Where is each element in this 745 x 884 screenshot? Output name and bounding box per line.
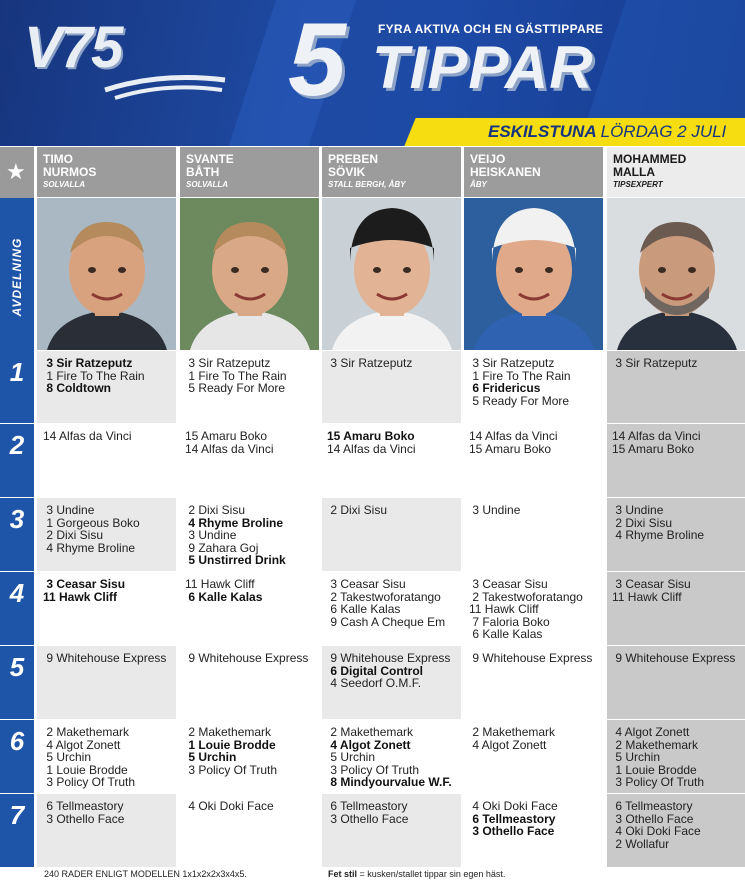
tipster-org: ÅBY <box>470 180 487 189</box>
horse-pick: 2 Makethemark <box>185 725 272 739</box>
horse-pick: 9 Whitehouse Express <box>327 651 451 665</box>
tipster-last-name: SÖVIK <box>328 165 366 179</box>
horse-pick: 3 Policy Of Truth <box>612 775 705 789</box>
race-number <box>0 720 34 793</box>
horse-pick: 2 Wollafur <box>612 836 670 851</box>
tipster-last-name: BÅTH <box>186 165 220 179</box>
tipster-photo <box>180 198 319 350</box>
horse-pick: 3 Sir Ratzeputz <box>185 356 271 370</box>
pick-cell <box>607 794 745 867</box>
horse-pick: 5 Urchin <box>327 750 376 764</box>
horse-pick: 6 Tellmeastory <box>327 799 408 813</box>
horse-pick: 9 Whitehouse Express <box>43 651 167 665</box>
horse-pick: 3 Ceasar Sisu <box>327 577 406 591</box>
tipster-first-name: VEIJO <box>470 152 506 166</box>
tipster-org: TIPSEXPERT <box>613 180 663 189</box>
horse-pick: 3 Policy Of Truth <box>185 762 278 777</box>
pick-cell <box>464 572 603 645</box>
pick-cell <box>322 572 461 645</box>
tipster-header <box>37 147 176 197</box>
pick-cell <box>180 351 319 423</box>
horse-pick: 14 Alfas da Vinci <box>612 429 701 443</box>
tipster-name <box>613 153 745 179</box>
horse-pick: 6 Tellmeastory <box>469 811 556 826</box>
horse-pick: 11 Hawk Cliff <box>612 589 682 604</box>
horse-pick: 14 Alfas da Vinci <box>469 429 558 443</box>
tipster-name <box>186 153 318 179</box>
horse-pick: 11 Hawk Cliff <box>469 602 539 616</box>
pick-cell <box>607 498 745 571</box>
pick-cell <box>607 646 745 719</box>
big-number: 5 <box>288 2 346 118</box>
horse-pick: 6 Kalle Kalas <box>185 589 263 604</box>
horse-pick: 3 Ceasar Sisu <box>612 577 691 591</box>
tipster-name <box>43 153 175 179</box>
avdelning-column <box>0 198 34 351</box>
horse-pick: 1 Louie Brodde <box>185 737 276 752</box>
horse-pick: 14 Alfas da Vinci <box>327 441 416 456</box>
pick-cell <box>322 424 461 497</box>
horse-pick: 2 Dixi Sisu <box>185 503 246 517</box>
horse-pick: 2 Takestwoforatango <box>327 589 441 604</box>
horse-pick: 1 Fire To The Rain <box>469 368 571 383</box>
subtitle: FYRA AKTIVA OCH EN GÄSTTIPPARE <box>378 22 604 36</box>
horse-pick: 2 Makethemark <box>43 725 130 739</box>
venue-date <box>488 122 726 142</box>
pick-cell <box>607 424 745 497</box>
title: TIPPAR <box>372 34 594 101</box>
pick-cell <box>464 498 603 571</box>
pick-cell <box>464 424 603 497</box>
tipster-org: STALL BERGH, ÅBY <box>328 180 406 189</box>
header-banner <box>0 0 745 146</box>
horse-pick: 4 Algot Zonett <box>43 737 121 752</box>
horse-pick: 1 Fire To The Rain <box>43 368 145 383</box>
pick-cell <box>464 646 603 719</box>
horse-pick: 14 Alfas da Vinci <box>43 429 132 443</box>
horse-pick: 6 Kalle Kalas <box>327 602 401 616</box>
horse-pick: 6 Kalle Kalas <box>469 627 543 641</box>
horse-pick: 5 Urchin <box>43 750 92 764</box>
horse-pick: 4 Algot Zonett <box>612 725 690 739</box>
avdelning-label: AVDELNING <box>10 237 24 317</box>
horse-pick: 5 Urchin <box>612 750 661 764</box>
race-number-label: 7 <box>9 800 25 830</box>
tipster-last-name: MALLA <box>613 165 655 179</box>
race-number <box>0 351 34 423</box>
pick-cell <box>607 351 745 423</box>
logo-speed-lines-icon <box>100 62 230 102</box>
horse-pick: 2 Makethemark <box>469 725 556 739</box>
horse-pick: 6 Digital Control <box>327 663 423 678</box>
tipster-last-name: NURMOS <box>43 165 97 179</box>
horse-pick: 1 Gorgeous Boko <box>43 515 140 530</box>
pick-cell <box>37 794 176 867</box>
horse-pick: 11 Hawk Cliff <box>185 577 255 591</box>
pick-cell <box>180 794 319 867</box>
pick-cell <box>322 498 461 571</box>
horse-pick: 14 Alfas da Vinci <box>185 441 274 456</box>
horse-pick: 3 Undine <box>469 503 521 517</box>
horse-pick: 1 Fire To The Rain <box>185 368 287 383</box>
horse-pick: 4 Rhyme Broline <box>185 515 284 530</box>
legend-text: = kusken/stallet tippar sin egen häst. <box>357 869 506 879</box>
horse-pick: 4 Algot Zonett <box>469 737 547 752</box>
horse-pick: 11 Hawk Cliff <box>43 589 118 604</box>
horse-pick: 15 Amaru Boko <box>327 429 415 443</box>
pick-cell <box>37 572 176 645</box>
pick-cell <box>37 720 176 793</box>
horse-pick: 3 Policy Of Truth <box>327 762 420 777</box>
horse-pick: 3 Othello Face <box>43 811 125 826</box>
horse-pick: 3 Sir Ratzeputz <box>612 356 698 370</box>
pick-cell <box>180 498 319 571</box>
star-corner <box>0 147 34 198</box>
race-number-label: 4 <box>9 578 25 608</box>
tipster-name <box>328 153 460 179</box>
race-number-label: 1 <box>9 357 25 387</box>
horse-pick: 6 Tellmeastory <box>612 799 693 813</box>
tipster-org: SOLVALLA <box>43 180 86 189</box>
v75-logo: V75 <box>24 15 122 80</box>
horse-pick: 3 Sir Ratzeputz <box>469 356 555 370</box>
tipster-header <box>180 147 319 197</box>
tipster-photo <box>37 198 176 350</box>
race-number-label: 5 <box>9 652 25 682</box>
tipster-org: SOLVALLA <box>186 180 229 189</box>
pick-cell <box>607 720 745 793</box>
tipster-header <box>464 147 603 197</box>
horse-pick: 8 Coldtown <box>43 381 111 395</box>
tipster-header <box>322 147 461 197</box>
horse-pick: 9 Cash A Cheque Em <box>327 614 446 629</box>
horse-pick: 4 Oki Doki Face <box>469 799 558 813</box>
footer-rows-text: 240 RADER ENLIGT MODELLEN 1x1x2x2x3x4x5. <box>44 869 247 879</box>
pick-cell <box>37 646 176 719</box>
horse-pick: 5 Ready For More <box>185 381 286 395</box>
pick-cell <box>607 572 745 645</box>
horse-pick: 3 Othello Face <box>612 811 694 826</box>
horse-pick: 9 Whitehouse Express <box>185 651 309 665</box>
horse-pick: 2 Dixi Sisu <box>43 528 104 542</box>
pick-cell <box>180 720 319 793</box>
tipster-first-name: PREBEN <box>328 152 379 166</box>
pick-cell <box>180 424 319 497</box>
tipster-photo <box>607 198 745 350</box>
horse-pick: 15 Amaru Boko <box>185 429 268 443</box>
horse-pick: 3 Othello Face <box>327 811 409 826</box>
horse-pick: 9 Whitehouse Express <box>612 651 736 665</box>
tipster-first-name: SVANTE <box>186 152 234 166</box>
pick-cell <box>37 351 176 423</box>
race-number <box>0 646 34 719</box>
pick-cell <box>322 794 461 867</box>
tipster-header <box>607 147 745 197</box>
horse-pick: 5 Unstirred Drink <box>185 553 286 567</box>
legend-bold: Fet stil <box>328 869 358 879</box>
pick-cell <box>180 646 319 719</box>
horse-pick: 4 Rhyme Broline <box>43 540 136 555</box>
horse-pick: 2 Makethemark <box>612 737 699 752</box>
tipster-name <box>470 153 602 179</box>
horse-pick: 3 Undine <box>43 503 95 517</box>
race-number <box>0 794 34 867</box>
horse-pick: 2 Dixi Sisu <box>612 515 673 530</box>
tipster-first-name: TIMO <box>43 152 73 166</box>
tipster-first-name: MOHAMMED <box>613 152 687 166</box>
race-number-label: 6 <box>9 726 25 756</box>
horse-pick: 6 Tellmeastory <box>43 799 124 813</box>
pick-cell <box>37 424 176 497</box>
star-icon: ★ <box>6 159 26 184</box>
horse-pick: 3 Ceasar Sisu <box>43 577 126 591</box>
horse-pick: 9 Zahara Goj <box>185 540 259 555</box>
horse-pick: 1 Louie Brodde <box>43 762 128 777</box>
venue: ESKILSTUNA <box>488 122 597 141</box>
horse-pick: 9 Whitehouse Express <box>469 651 593 665</box>
pick-cell <box>322 646 461 719</box>
horse-pick: 2 Takestwoforatango <box>469 589 583 604</box>
horse-pick: 2 Dixi Sisu <box>327 503 388 517</box>
pick-cell <box>37 498 176 571</box>
horse-pick: 4 Algot Zonett <box>327 737 411 752</box>
footer-legend <box>328 869 505 879</box>
pick-cell <box>464 720 603 793</box>
horse-pick: 3 Ceasar Sisu <box>469 577 548 591</box>
race-number-label: 2 <box>9 430 25 460</box>
horse-pick: 4 Oki Doki Face <box>185 799 274 813</box>
horse-pick: 5 Ready For More <box>469 393 570 408</box>
horse-pick: 6 Fridericus <box>469 381 541 395</box>
horse-pick: 1 Louie Brodde <box>612 762 697 777</box>
horse-pick: 4 Rhyme Broline <box>612 528 705 542</box>
horse-pick: 15 Amaru Boko <box>612 441 695 456</box>
pick-cell <box>322 720 461 793</box>
race-number <box>0 498 34 571</box>
horse-pick: 3 Undine <box>612 503 664 517</box>
horse-pick: 5 Urchin <box>185 750 237 764</box>
horse-pick: 3 Sir Ratzeputz <box>43 356 133 370</box>
pick-cell <box>464 794 603 867</box>
horse-pick: 4 Oki Doki Face <box>612 824 701 838</box>
date: LÖRDAG 2 JULI <box>600 122 727 141</box>
horse-pick: 2 Makethemark <box>327 725 414 739</box>
horse-pick: 8 Mindyourvalue W.F. <box>327 775 452 789</box>
tipster-photo <box>464 198 603 350</box>
horse-pick: 3 Undine <box>185 528 237 542</box>
horse-pick: 4 Seedorf O.M.F. <box>327 676 422 690</box>
horse-pick: 15 Amaru Boko <box>469 441 552 456</box>
horse-pick: 3 Othello Face <box>469 824 555 838</box>
race-number <box>0 572 34 645</box>
race-number-label: 3 <box>9 504 25 534</box>
race-number <box>0 424 34 497</box>
pick-cell <box>322 351 461 423</box>
horse-pick: 3 Policy Of Truth <box>43 775 136 789</box>
tipster-photo <box>322 198 461 350</box>
horse-pick: 7 Faloria Boko <box>469 614 550 629</box>
horse-pick: 3 Sir Ratzeputz <box>327 356 413 370</box>
pick-cell <box>180 572 319 645</box>
pick-cell <box>464 351 603 423</box>
tipster-last-name: HEISKANEN <box>470 165 541 179</box>
